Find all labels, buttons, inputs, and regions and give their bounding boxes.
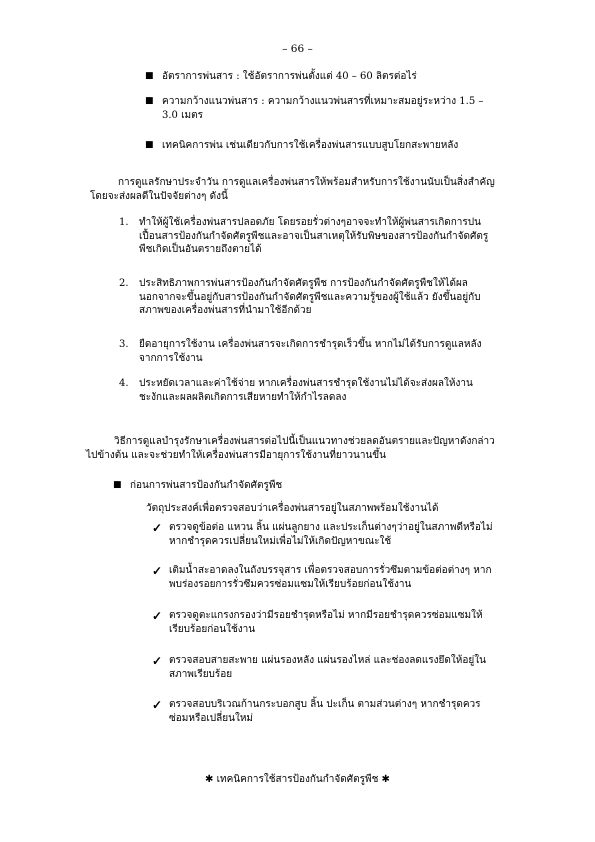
bullet-text: เทคนิคการพ่น เช่นเดียวกับการใช้เครื่องพ่นสารแบบสูบโยกสะพายหลัง bbox=[162, 140, 459, 151]
section-purpose: วัตถุประสงค์เพื่อตรวจสอบว่าเครื่องพ่นสารอยู่ในสภาพพร้อมใช้งานได้ bbox=[146, 503, 439, 514]
checkmark-icon: ✓ bbox=[152, 521, 163, 535]
checklist-text: ตรวจสอบบริเวณก้านกระบอกสูบ ลิ้น ปะเก็น ตามส่วนต่างๆ หากชำรุดควรซ่อมหรือเปลี่ยนใหม่ bbox=[169, 699, 481, 724]
item-number: 3. bbox=[119, 339, 129, 350]
item-text: ประหยัดเวลาและค่าใช้จ่าย หากเครื่องพ่นสารชำรุดใช้งานไม่ได้จะส่งผลให้งานชะงักและผลผลิตเกิดการเสียหายทำให้กำไรลดลง bbox=[139, 378, 473, 403]
page-footer: ✱ เทคนิคการใช้สารป้องกันกำจัดศัตรูพืช ✱ bbox=[205, 774, 390, 785]
intro-paragraph: การดูแลรักษาประจำวัน การดูแลเครื่องพ่นสารให้พร้อมสำหรับการใช้งานนับเป็นสิ่งสำคัญ โดยจะส่งผลดีในปัจจัยต่างๆ ดังนี้ bbox=[90, 177, 495, 202]
item-text: ประสิทธิภาพการพ่นสารป้องกันกำจัดศัตรูพืช การป้องกันกำจัดศัตรูพืชให้ได้ผลนอกจากจะขึ้นอยู่กับสารป้องกันกำจัดศัตรูพืชและความรู้ของผู้ใช้แล้ว ยังขึ้นอยู่กับสภาพของเครื่องพ่นสารที่นำมาใช้อีกด้วย bbox=[139, 278, 481, 316]
item-text: ทำให้ผู้ใช้เครื่องพ่นสารปลอดภัย โดยรอยรั่วต่างๆอาจจะทำให้ผู้พ่นสารเกิดการปนเปื้อนสารป้องกันกำจัดศัตรูพืชและอาจเป็นสาเหตุให้รับพิษของสารป้องกันกำจัดศัตรูพืชเกิดเป็นอันตรายถึงตายได้ bbox=[139, 217, 489, 255]
checklist-text: เติมน้ำสะอาดลงในถังบรรจุสาร เพื่อตรวจสอบการรั่วซึมตามข้อต่อต่างๆ หากพบร่องรอยการรั่วซึมควรซ่อมแซมให้เรียบร้อยก่อนใช้งาน bbox=[169, 565, 492, 590]
section-heading-text: ก่อนการพ่นสารป้องกันกำจัดศัตรูพืช bbox=[130, 480, 283, 491]
bullet-square-icon: ■ bbox=[145, 71, 154, 81]
item-number: 2. bbox=[119, 278, 129, 289]
checkmark-icon: ✓ bbox=[152, 654, 163, 668]
checkmark-icon: ✓ bbox=[152, 564, 163, 578]
item-number: 4. bbox=[119, 378, 129, 389]
checkmark-icon: ✓ bbox=[152, 609, 163, 623]
checklist-text: ตรวจดูข้อต่อ แหวน ลิ้น แผ่นลูกยาง และประเก็นต่างๆว่าอยู่ในสภาพดีหรือไม่ หากชำรุดควรเปลี่ยนใหม่เพื่อไม่ให้เกิดปัญหาขณะใช้ bbox=[169, 522, 493, 547]
method-paragraph: วิธีการดูแลบำรุงรักษาเครื่องพ่นสารต่อไปนี้เป็นแนวทางช่วยลดอันตรายและปัญหาดังกล่าวไปข้างต้น และจะช่วยทำให้เครื่องพ่นสารมีอายุการใช้งานที่ยาวนานขึ้น bbox=[86, 436, 495, 461]
item-text: ยืดอายุการใช้งาน เครื่องพ่นสารจะเกิดการชำรุดเร็วขึ้น หากไม่ได้รับการดูแลหลังจากการใช้งาน bbox=[139, 339, 482, 364]
checklist-text: ตรวจสอบสายสะพาย แผ่นรองหลัง แผ่นรองไหล่ และช่องลดแรงยึดให้อยู่ในสภาพเรียบร้อย bbox=[169, 655, 486, 680]
bullet-square-icon: ■ bbox=[113, 480, 122, 490]
item-number: 1. bbox=[119, 217, 129, 228]
bullet-square-icon: ■ bbox=[145, 96, 154, 106]
bullet-text: อัตราการพ่นสาร : ใช้อัตราการพ่นตั้งแต่ 40 – 60 ลิตรต่อไร่ bbox=[162, 71, 417, 82]
page-number: – 66 – bbox=[282, 43, 313, 55]
bullet-square-icon: ■ bbox=[145, 140, 154, 150]
checklist-text: ตรวจดูตะแกรงกรองว่ามีรอยชำรุดหรือไม่ หากมีรอยชำรุดควรซ่อมแซมให้เรียบร้อยก่อนใช้งาน bbox=[169, 610, 483, 635]
checkmark-icon: ✓ bbox=[152, 698, 163, 712]
bullet-text: ความกว้างแนวพ่นสาร : ความกว้างแนวพ่นสารที่เหมาะสมอยู่ระหว่าง 1.5 – 3.0 เมตร bbox=[162, 96, 484, 121]
